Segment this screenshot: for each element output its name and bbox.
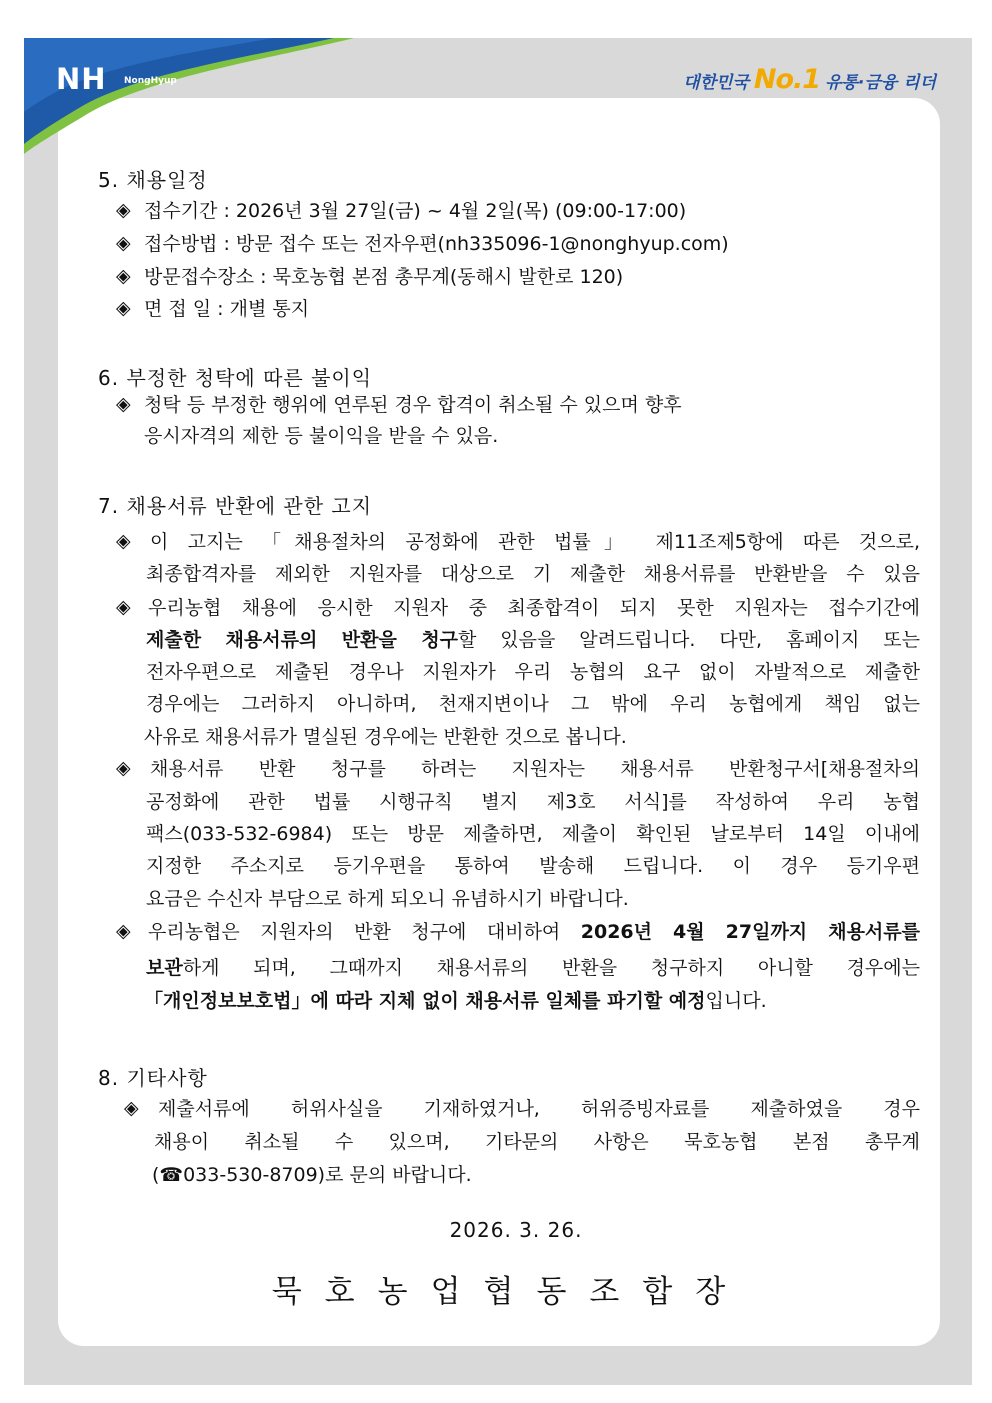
bullet-icon: ◈ (116, 757, 131, 779)
slogan-pre: 대한민국 (683, 73, 749, 93)
section-6-line: 응시자격의 제한 등 불이익을 받을 수 있음. (144, 425, 499, 447)
notice-p3-line: 요금은 수신자 부담으로 하게 되오니 유념하시기 바랍니다. (146, 888, 629, 910)
section-8-line: (☎033-530-8709)로 문의 바랍니다. (152, 1164, 472, 1186)
bold-text: 「개인정보보호법」에 따라 지체 없이 채용서류 일체를 파기할 예정 (144, 990, 706, 1012)
nh-logo: NH (56, 62, 107, 96)
notice-p2-line: 우리농협 채용에 응시한 지원자 중 최종합격이 되지 못한 지원자는 접수기간에 (148, 597, 920, 619)
text: 하게 되며, 그때까지 채용서류의 반환을 청구하지 아니할 경우에는 (182, 957, 920, 979)
bold-text: 제출한 채용서류의 반환을 청구 (146, 629, 459, 651)
schedule-place: 방문접수장소 : 묵호농협 본점 총무계(동해시 발한로 120) (144, 266, 624, 288)
notice-p3-line: 채용서류 반환 청구를 하려는 지원자는 채용서류 반환청구서[채용절차의 (150, 758, 920, 780)
bullet-icon: ◈ (116, 920, 131, 942)
slogan (683, 64, 936, 95)
notice-p2-line: 사유로 채용서류가 멸실된 경우에는 반환한 것으로 봅니다. (144, 726, 627, 748)
bold-text: 2026년 4월 27일까지 채용서류를 (580, 921, 920, 943)
section-6-line: 청탁 등 부정한 행위에 연루된 경우 합격이 취소될 수 있으며 향후 (144, 394, 682, 416)
bullet-icon: ◈ (116, 393, 131, 415)
notice-p4-line (144, 988, 767, 1014)
schedule-interview: 면 접 일 : 개별 통지 (144, 298, 310, 320)
schedule-method: 접수방법 : 방문 접수 또는 전자우편(nh335096-1@nonghyup.com) (144, 233, 729, 255)
signer-name: 묵호농업협동조합장 (271, 1274, 749, 1310)
notice-p2-line (146, 627, 920, 653)
slogan-no1: No.1 (753, 64, 821, 95)
notice-p4-line (148, 919, 920, 945)
notice-p1-line: 최종합격자를 제외한 지원자를 대상으로 기 제출한 채용서류를 반환받을 수 있음 (146, 563, 920, 585)
section-8-heading: 8. 기타사항 (98, 1066, 208, 1090)
notice-p2-line: 경우에는 그러하지 아니하며, 천재지변이나 그 밖에 우리 농협에게 책임 없는 (146, 693, 920, 715)
section-5-heading: 5. 채용일정 (98, 168, 208, 192)
slogan-post: 유통·금융 리더 (825, 73, 936, 93)
notice-p1-line: 이 고지는 「채용절차의 공정화에 관한 법률」 제11조제5항에 따른 것으로, (150, 531, 920, 553)
bullet-icon: ◈ (116, 265, 131, 287)
text: 할 있음을 알려드립니다. 다만, 홈페이지 또는 (458, 629, 920, 651)
section-8-line: 제출서류에 허위사실을 기재하였거나, 허위증빙자료를 제출하였을 경우 (158, 1098, 920, 1120)
bold-text: 보관 (146, 957, 183, 979)
notice-p4-line (146, 955, 920, 981)
nonghyup-logo-text: NongHyup (124, 76, 177, 86)
nh-swoosh-logo-background (24, 38, 384, 158)
bullet-icon: ◈ (124, 1097, 139, 1119)
bullet-icon: ◈ (116, 297, 131, 319)
notice-p3-line: 지정한 주소지로 등기우편을 통하여 발송해 드립니다. 이 경우 등기우편 (146, 855, 920, 877)
text: 입니다. (705, 990, 767, 1012)
section-7-heading: 7. 채용서류 반환에 관한 고지 (98, 494, 373, 518)
notice-p3-line: 팩스(033-532-6984) 또는 방문 제출하면, 제출이 확인된 날로부터 14일 이내에 (146, 823, 920, 845)
document-date: 2026. 3. 26. (449, 1218, 583, 1242)
bullet-icon: ◈ (116, 530, 131, 552)
notice-p3-line: 공정화에 관한 법률 시행규칙 별지 제3호 서식]를 작성하여 우리 농협 (146, 791, 920, 813)
section-8-line: 채용이 취소될 수 있으며, 기타문의 사항은 묵호농협 본점 총무계 (154, 1131, 920, 1153)
bullet-icon: ◈ (116, 232, 131, 254)
text: 우리농협은 지원자의 반환 청구에 대비하여 (148, 921, 581, 943)
bullet-icon: ◈ (116, 596, 131, 618)
section-6-heading: 6. 부정한 청탁에 따른 불이익 (98, 366, 373, 390)
bullet-icon: ◈ (116, 199, 131, 221)
schedule-period: 접수기간 : 2026년 3월 27일(금) ~ 4월 2일(목) (09:00-17:00) (144, 200, 687, 222)
notice-p2-line: 전자우편으로 제출된 경우나 지원자가 우리 농협의 요구 없이 자발적으로 제출한 (146, 661, 920, 683)
